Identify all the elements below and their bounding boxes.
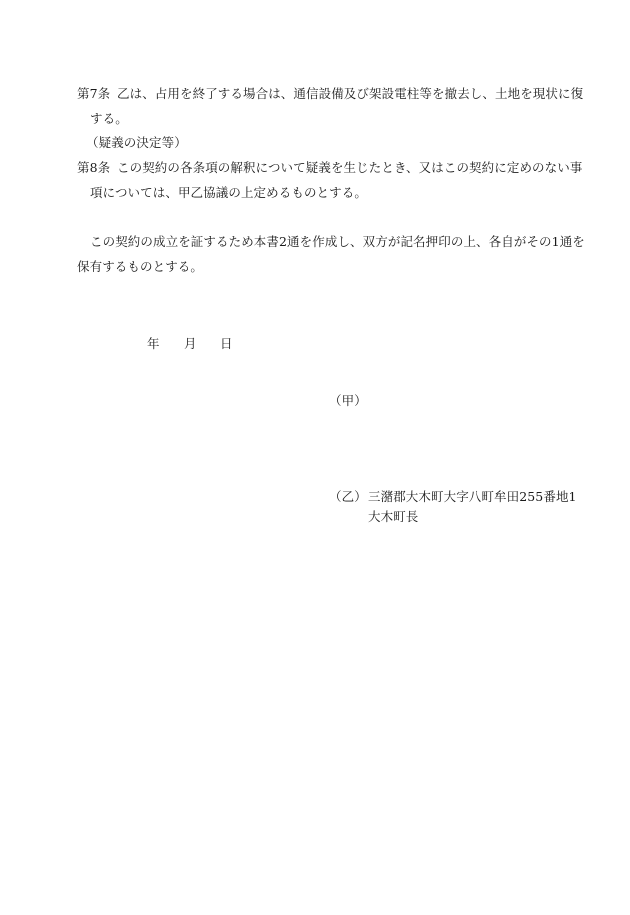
article7-number: 第7条	[77, 86, 111, 101]
article7-text-line1: 乙は、占用を終了する場合は、通信設備及び架設電柱等を撤去し、土地を現状に復	[117, 86, 584, 101]
article7-line2	[90, 111, 128, 127]
date-year: 年	[147, 336, 160, 351]
party-b-address: 三潴郡大木町大字八町牟田255番地1	[368, 489, 577, 504]
party-b-title: 大木町長	[368, 509, 419, 524]
closing-text-line2: 保有するものとする。	[77, 259, 204, 274]
closing-text-line1: この契約の成立を証するため本書2通を作成し、双方が記名押印の上、各自がその1通を	[90, 234, 585, 249]
article8-line1	[77, 160, 582, 176]
article8-number: 第8条	[77, 160, 111, 175]
article7-line1	[77, 86, 583, 102]
article7-text-line2: する。	[90, 111, 128, 126]
article8-text-line2: 項については、甲乙協議の上定めるものとする。	[90, 185, 367, 200]
article8-caption	[86, 135, 187, 151]
party-b-label: （乙）	[329, 489, 367, 504]
date-day: 日	[220, 336, 233, 351]
closing-line1	[90, 234, 585, 250]
article8-line2	[90, 185, 367, 201]
date-month: 月	[184, 336, 197, 351]
article8-text-line1: この契約の各条項の解釈について疑義を生じたとき、又はこの契約に定めのない事	[117, 160, 583, 175]
closing-line2	[77, 259, 203, 275]
article8-caption-text: （疑義の決定等）	[86, 135, 187, 150]
party-a-label: （甲）	[329, 393, 367, 408]
